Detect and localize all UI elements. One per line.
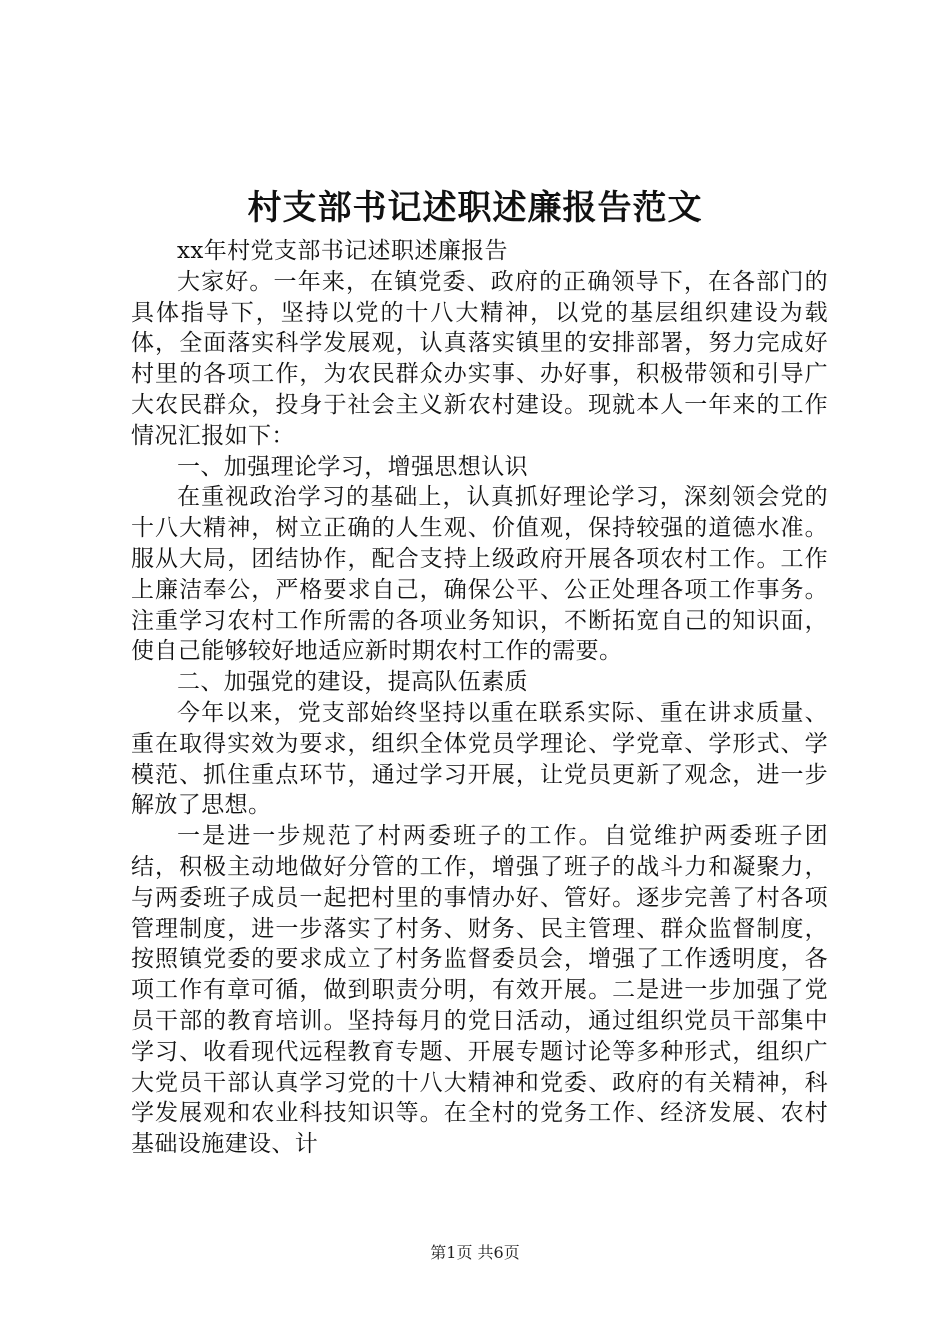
page-number: 第1页 共6页 xyxy=(430,1243,520,1262)
section-heading-1: 一、加强理论学习，增强思想认识 xyxy=(177,453,528,480)
report-subtitle: xx年村党支部书记述职述廉报告 xyxy=(177,238,508,264)
section-heading-2: 二、加强党的建设，提高队伍素质 xyxy=(177,669,528,696)
paragraph-section-2-detail: 一是进一步规范了村两委班子的工作。自觉维护两委班子团结，积极主动地做好分管的工作，增强了班子的战斗力和凝聚力，与两委班子成员一起把村里的事情办好、管好。逐步完善了村各项管理制度，进一步落实了村务、财务、民主管理、群众监督制度，按照镇党委的要求成立了村务监督委员会，增强了工作透明度，各项工作有章可循，做到职责分明，有效开展。二是进一步加强了党员干部的教育培训。坚持每月的党日活动，通过组织党员干部集中学习、收看现代远程教育专题、开展专题讨论等多种形式，组织广大党员干部认真学习党的十八大精神和党委、政府的有关精神，科学发展观和农业科技知识等。在全村的党务工作、经济发展、农村基础设施建设、计 xyxy=(131,823,828,1158)
paragraph-intro: 大家好。一年来，在镇党委、政府的正确领导下，在各部门的具体指导下，坚持以党的十八大精神，以党的基层组织建设为载体，全面落实科学发展观，认真落实镇里的安排部署，努力完成好村里的各项工作，为农民群众办实事、办好事，积极带领和引导广大农民群众，投身于社会主义新农村建设。现就本人一年来的工作情况汇报如下： xyxy=(131,268,828,449)
document-body xyxy=(131,236,828,1160)
paragraph-section-1: 在重视政治学习的基础上，认真抓好理论学习，深刻领会党的十八大精神，树立正确的人生观、价值观，保持较强的道德水准。服从大局，团结协作，配合支持上级政府开展各项农村工作。工作上廉洁奉公，严格要求自己，确保公平、公正处理各项工作事务。注重学习农村工作所需的各项业务知识，不断拓宽自己的知识面，使自己能够较好地适应新时期农村工作的需要。 xyxy=(131,484,828,665)
document-title: 村支部书记述职述廉报告范文 xyxy=(247,188,703,228)
paragraph-section-2: 今年以来，党支部始终坚持以重在联系实际、重在讲求质量、重在取得实效为要求，组织全体党员学理论、学党章、学形式、学模范、抓住重点环节，通过学习开展，让党员更新了观念，进一步解放了思想。 xyxy=(131,699,828,819)
